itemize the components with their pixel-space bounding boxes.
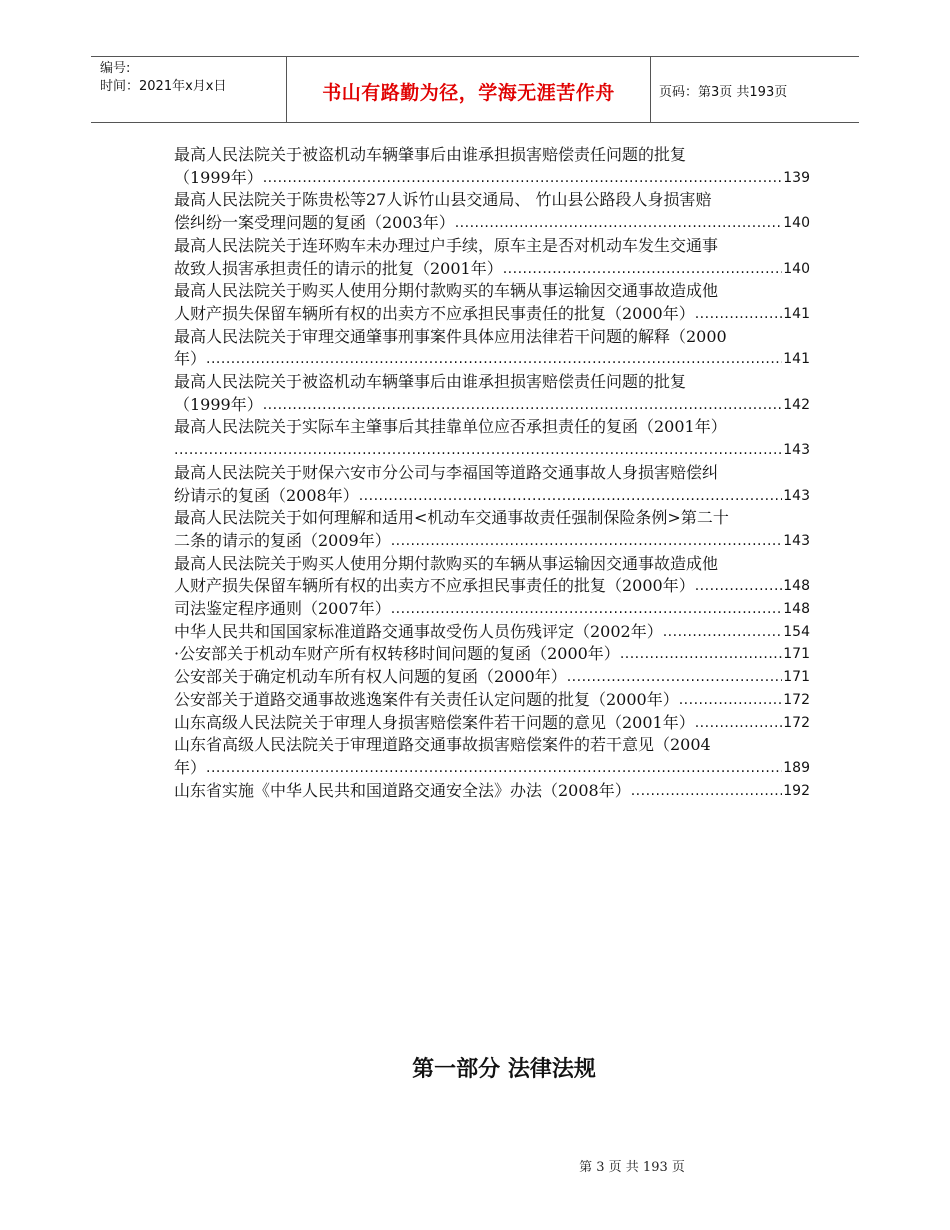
toc-entry-text: 山东高级人民法院关于审理人身损害赔偿案件若干问题的意见（2001年） — [174, 712, 695, 732]
toc-leader-dots — [679, 689, 783, 712]
toc-leader-dots — [695, 575, 783, 598]
toc-entry-text: 最高人民法院关于财保六安市分公司与李福国等道路交通事故人身损害赔偿纠 — [174, 462, 719, 482]
toc-page-number: 148 — [783, 601, 810, 618]
header-motto: 书山有路勤为径，学海无涯苦作舟 — [322, 82, 615, 104]
toc-entry[interactable] — [174, 462, 810, 507]
toc-leader-dots — [620, 643, 782, 666]
toc-page-number: 142 — [783, 396, 810, 413]
page-footer: 第 3 页 共 193 页 — [579, 1160, 685, 1175]
toc-page-number: 143 — [783, 487, 810, 504]
toc-entry[interactable] — [174, 598, 810, 621]
toc-entry-text: （1999年） — [174, 394, 263, 414]
toc-entry[interactable] — [174, 666, 810, 689]
toc-entry-text: （1999年） — [174, 167, 263, 187]
toc-entry-text: 最高人民法院关于实际车主肇事后其挂靠单位应否承担责任的复函（2001年） — [174, 417, 727, 437]
toc-entry[interactable] — [174, 507, 810, 552]
toc-leader-dots — [503, 258, 783, 281]
toc-entry-text: 山东省高级人民法院关于审理道路交通事故损害赔偿案件的若干意见（2004 — [174, 735, 711, 755]
toc-page-number: 172 — [783, 691, 810, 708]
toc-leader-dots — [567, 666, 783, 689]
toc-entry-text: 最高人民法院关于如何理解和适用<机动车交通事故责任强制保险条例>第二十 — [174, 508, 729, 528]
toc-leader-dots — [263, 394, 783, 417]
part-title: 第一部分 法律法规 — [412, 1057, 596, 1082]
toc-entry-text: 最高人民法院关于被盗机动车辆肇事后由谁承担损害赔偿责任问题的批复 — [174, 372, 687, 392]
header-bottom-rule — [91, 122, 859, 123]
toc-leader-dots — [206, 348, 782, 371]
toc-leader-dots — [174, 439, 782, 462]
toc-entry[interactable] — [174, 189, 810, 234]
toc-page-number: 141 — [783, 351, 810, 368]
toc-entry-text: 偿纠纷一案受理问题的复函（2003年） — [174, 213, 455, 233]
toc-page-number: 140 — [783, 215, 810, 232]
toc-entry-text: 最高人民法院关于被盗机动车辆肇事后由谁承担损害赔偿责任问题的批复 — [174, 145, 687, 164]
toc-leader-dots — [391, 530, 783, 553]
toc-leader-dots — [663, 621, 783, 644]
toc-leader-dots — [695, 712, 783, 735]
toc-entry-text: 最高人民法院关于购买人使用分期付款购买的车辆从事运输因交通事故造成他 — [174, 281, 719, 301]
toc-entry-text: 最高人民法院关于连环购车未办理过户手续，原车主是否对机动车发生交通事 — [174, 235, 719, 255]
toc-entry-text: 二条的请示的复函（2009年） — [174, 530, 391, 550]
toc-leader-dots — [455, 212, 783, 235]
toc-entry-text: 中华人民共和国国家标准道路交通事故受伤人员伤残评定（2002年） — [174, 621, 663, 641]
toc-page-number: 139 — [783, 169, 810, 186]
toc-leader-dots — [391, 598, 783, 621]
toc-page-number: 172 — [783, 714, 810, 731]
toc-entry[interactable] — [174, 621, 810, 644]
toc-entry-text: 人财产损失保留车辆所有权的出卖方不应承担民事责任的批复（2000年） — [174, 303, 695, 323]
toc-page-number: 143 — [783, 442, 810, 459]
toc-entry-text: 最高人民法院关于陈贵松等27人诉竹山县交通局、 竹山县公路段人身损害赔 — [174, 190, 712, 210]
toc-page-number: 189 — [783, 759, 810, 776]
toc-page-number: 148 — [783, 578, 810, 595]
toc-entry-text: 公安部关于确定机动车所有权人问题的复函（2000年） — [174, 667, 567, 687]
toc-entry-text: ·公安部关于机动车财产所有权转移时间问题的复函（2000年） — [174, 644, 620, 664]
toc-entry[interactable] — [174, 553, 810, 598]
toc-entry-text: 最高人民法院关于购买人使用分期付款购买的车辆从事运输因交通事故造成他 — [174, 553, 719, 573]
toc-entry-text: 司法鉴定程序通则（2007年） — [174, 599, 391, 619]
table-of-contents — [174, 144, 810, 802]
toc-entry[interactable] — [174, 780, 810, 803]
toc-leader-dots — [695, 303, 783, 326]
toc-entry-text: 年） — [174, 349, 207, 369]
header-top-rule — [91, 56, 859, 57]
toc-entry[interactable] — [174, 326, 810, 371]
header-divider-right — [650, 56, 651, 122]
toc-entry-text: 年） — [174, 757, 207, 777]
toc-entry-text: 最高人民法院关于审理交通肇事刑事案件具体应用法律若干问题的解释（2000 — [174, 326, 727, 346]
toc-entry[interactable] — [174, 371, 810, 416]
toc-page-number: 171 — [783, 669, 810, 686]
toc-page-number: 192 — [783, 782, 810, 799]
toc-entry-text: 公安部关于道路交通事故逃逸案件有关责任认定问题的批复（2000年） — [174, 689, 679, 709]
toc-leader-dots — [206, 757, 782, 780]
toc-entry[interactable] — [174, 712, 810, 735]
toc-entry[interactable] — [174, 643, 810, 666]
toc-page-number: 171 — [783, 646, 810, 663]
toc-entry-text: 人财产损失保留车辆所有权的出卖方不应承担民事责任的批复（2000年） — [174, 576, 695, 596]
toc-leader-dots — [359, 485, 783, 508]
toc-entry[interactable] — [174, 689, 810, 712]
toc-page-number: 141 — [783, 305, 810, 322]
header-number-label: 编号: — [100, 61, 131, 76]
toc-entry[interactable] — [174, 734, 810, 779]
toc-entry-text: 山东省实施《中华人民共和国道路交通安全法》办法（2008年） — [174, 780, 631, 800]
toc-leader-dots — [631, 780, 783, 803]
toc-page-number: 154 — [783, 623, 810, 640]
toc-page-number: 143 — [783, 532, 810, 549]
header-time-label: 时间：2021年x月x日 — [100, 79, 227, 94]
toc-entry[interactable] — [174, 144, 810, 189]
toc-entry-text: 故致人损害承担责任的请示的批复（2001年） — [174, 258, 503, 278]
toc-entry[interactable] — [174, 280, 810, 325]
header-meta — [100, 60, 226, 96]
toc-entry[interactable] — [174, 235, 810, 280]
toc-entry-text: 纷请示的复函（2008年） — [174, 485, 359, 505]
toc-entry[interactable] — [174, 416, 810, 461]
toc-page-number: 140 — [783, 260, 810, 277]
header-page-info: 页码：第3页 共193页 — [659, 85, 788, 100]
toc-leader-dots — [263, 167, 783, 190]
